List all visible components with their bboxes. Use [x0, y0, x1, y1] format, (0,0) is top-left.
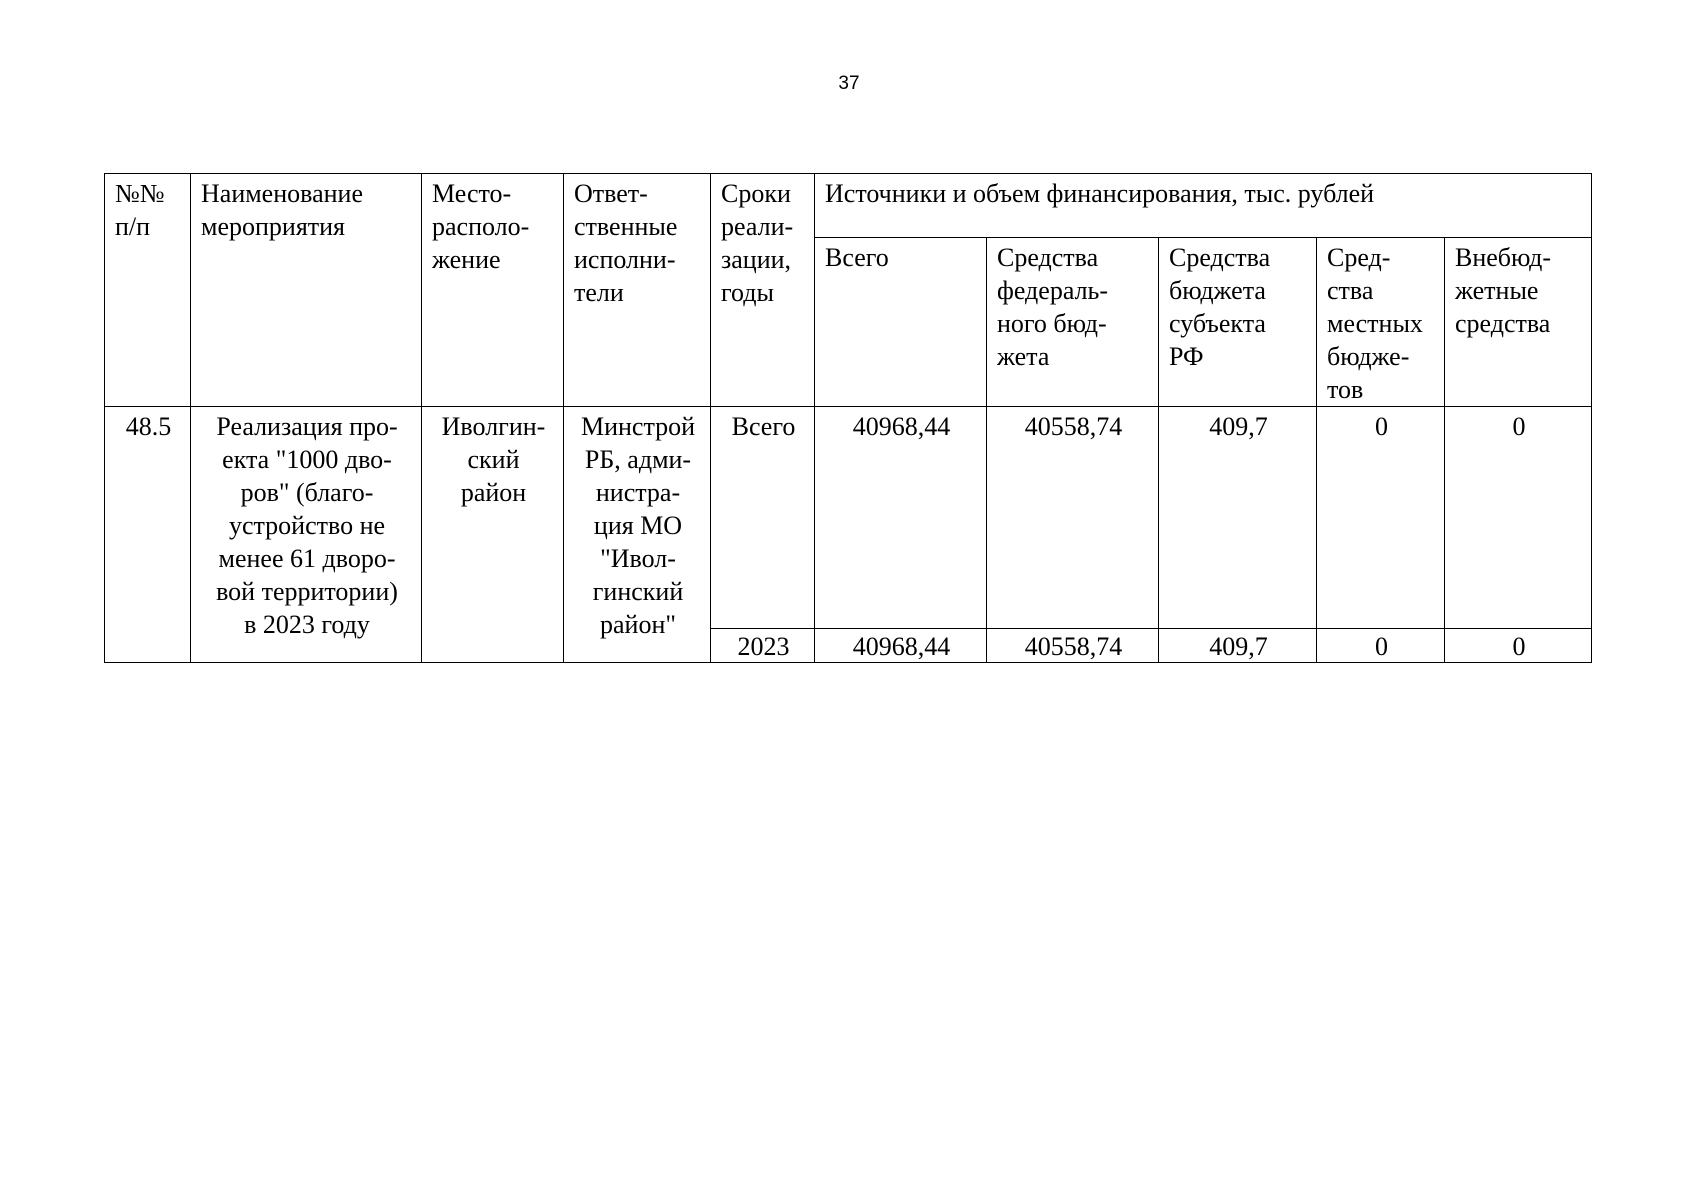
row-num: 48.5 — [105, 407, 191, 663]
period-label: Всего — [711, 407, 815, 629]
period-total: 40968,44 — [815, 407, 987, 629]
period-regional: 409,7 — [1159, 407, 1317, 629]
header-local: Сред- ства местных бюдже- тов — [1317, 238, 1445, 407]
page-number: 37 — [838, 73, 860, 94]
funding-table — [104, 173, 1592, 663]
row-name: Реализация про- екта "1000 дво- ров" (благо- устройство не менее 61 дворо- вой территории) в 2023 году — [191, 407, 422, 663]
period-extrabudget: 0 — [1445, 407, 1592, 629]
header-extrabudget: Внебюд- жетные средства — [1445, 238, 1592, 407]
header-funding: Источники и объем финансирования, тыс. рублей — [815, 174, 1592, 238]
header-row — [105, 174, 1592, 238]
period-regional: 409,7 — [1159, 629, 1317, 663]
header-responsible: Ответ- ственные исполни- тели — [564, 174, 711, 407]
header-num: №№ п/п — [105, 174, 191, 407]
header-federal: Средства федераль- ного бюд- жета — [987, 238, 1159, 407]
period-federal: 40558,74 — [987, 629, 1159, 663]
period-federal: 40558,74 — [987, 407, 1159, 629]
period-local: 0 — [1317, 629, 1445, 663]
period-label: 2023 — [711, 629, 815, 663]
header-period: Сроки реали- зации, годы — [711, 174, 815, 407]
table-row — [105, 407, 1592, 629]
header-total: Всего — [815, 238, 987, 407]
header-regional: Средства бюджета субъекта РФ — [1159, 238, 1317, 407]
header-name: Наименование мероприятия — [191, 174, 422, 407]
row-responsible: Минстрой РБ, адми- нистра- ция МО "Ивол- гинский район" — [564, 407, 711, 663]
period-extrabudget: 0 — [1445, 629, 1592, 663]
header-location: Место- располо- жение — [422, 174, 564, 407]
period-total: 40968,44 — [815, 629, 987, 663]
period-local: 0 — [1317, 407, 1445, 629]
row-location: Иволгин- ский район — [422, 407, 564, 663]
